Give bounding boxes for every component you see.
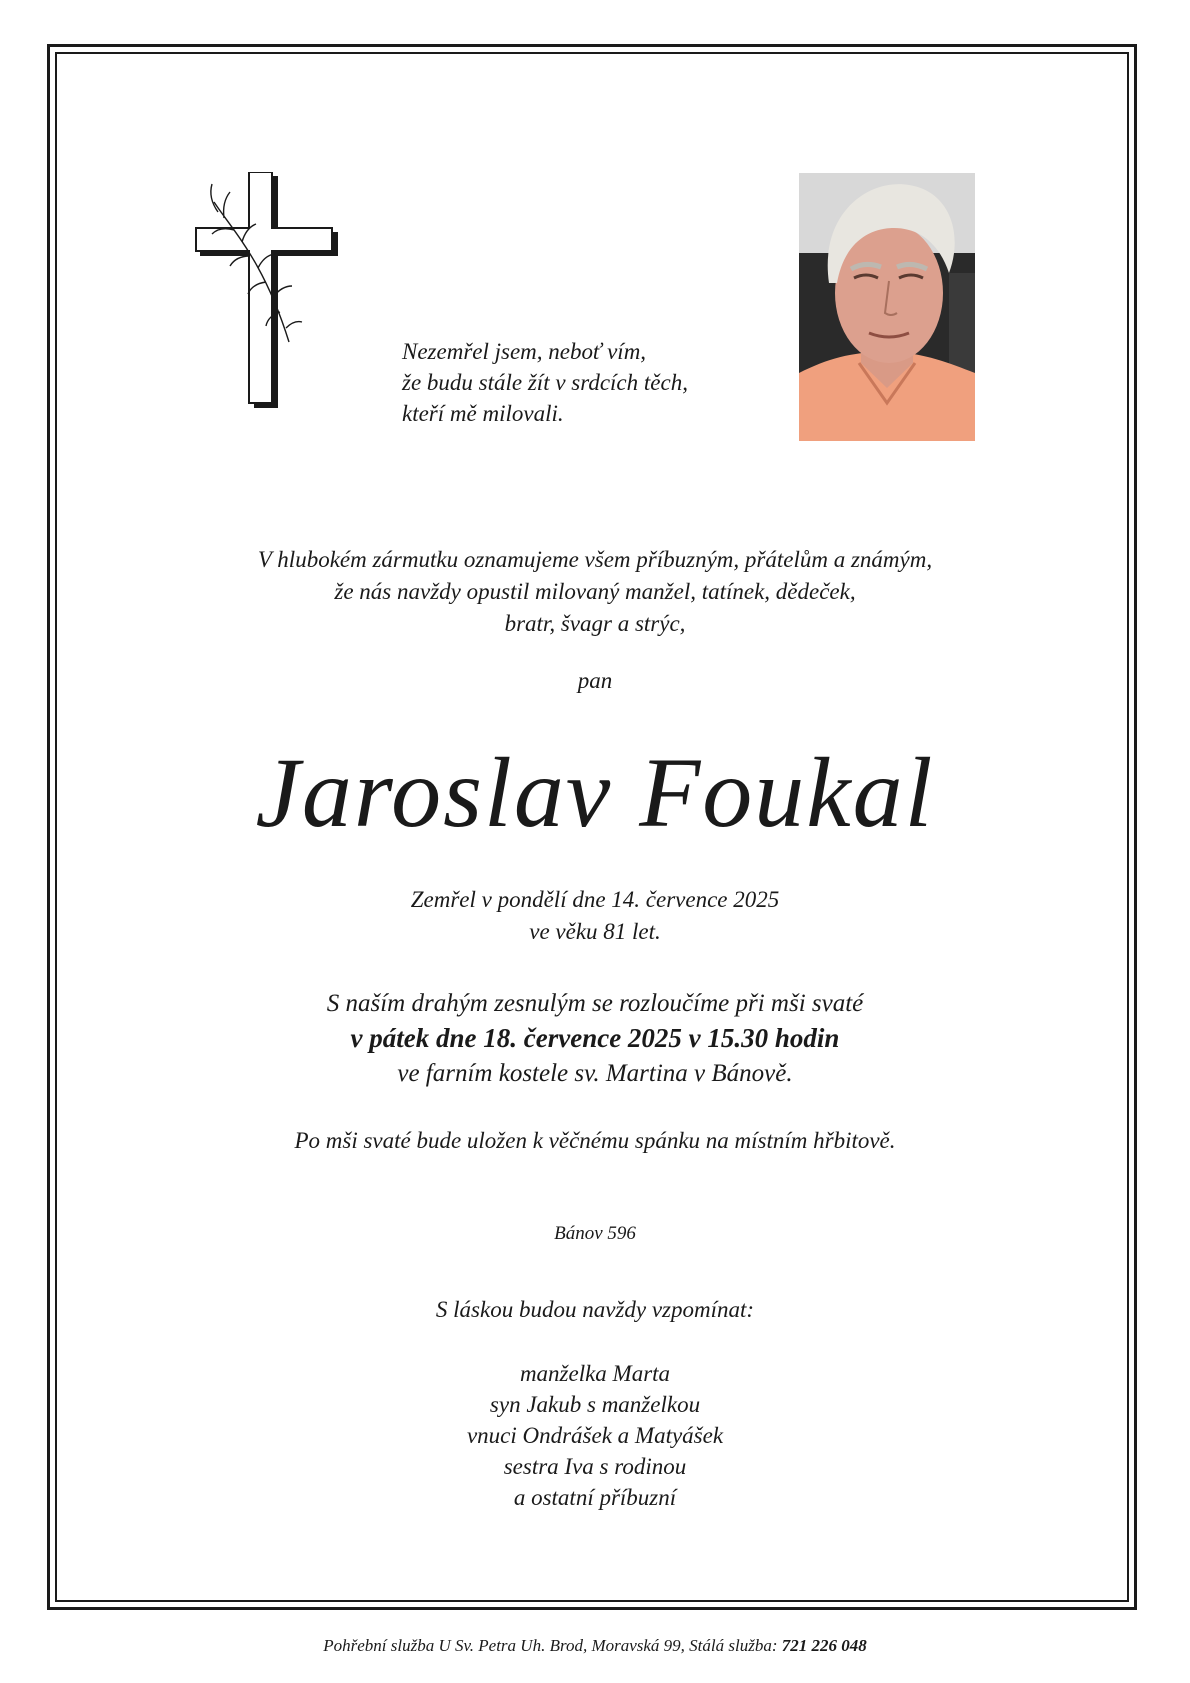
death-age: ve věku 81 let.	[529, 919, 661, 944]
burial-info: Po mši svaté bude uložen k věčnému spánku na místním hřbitově.	[294, 1128, 896, 1153]
footer	[0, 1636, 1190, 1656]
farewell-place: ve farním kostele sv. Martina v Bánově.	[397, 1060, 793, 1087]
announcement-line: V hlubokém zármutku oznamujeme všem příbuzným, přátelům a známým,	[257, 547, 933, 572]
footer-text: Pohřební služba U Sv. Petra Uh. Brod, Moravská 99, Stálá služba:	[323, 1636, 778, 1655]
quote-line: že budu stále žít v srdcích těch,	[402, 370, 688, 395]
family-member: a ostatní příbuzní	[513, 1485, 677, 1510]
family-member: vnuci Ondrášek a Matyášek	[466, 1423, 724, 1448]
family-member: sestra Iva s rodinou	[503, 1454, 687, 1479]
footer-phone: 721 226 048	[781, 1636, 867, 1655]
announcement-line: že nás navždy opustil milovaný manžel, tatínek, dědeček,	[334, 579, 856, 604]
salutation: pan	[577, 668, 613, 693]
announcement-block	[0, 544, 1190, 640]
farewell-datetime: v pátek dne 18. července 2025 v 15.30 hodin	[350, 1023, 840, 1053]
farewell-block	[0, 986, 1190, 1091]
death-date: Zemřel v pondělí dne 14. července 2025	[410, 887, 780, 912]
family-member: manželka Marta	[519, 1361, 671, 1386]
family-member: syn Jakub s manželkou	[489, 1392, 701, 1417]
announcement-line: bratr, švagr a strýc,	[504, 611, 686, 636]
portrait-photo	[799, 173, 975, 441]
cross-icon	[194, 172, 344, 412]
quote-line: kteří mě milovali.	[402, 401, 564, 426]
memory-intro: S láskou budou navždy vzpomínat:	[435, 1297, 755, 1322]
family-list	[0, 1358, 1190, 1513]
quote-line: Nezemřel jsem, neboť vím,	[402, 339, 647, 364]
address: Bánov 596	[554, 1223, 636, 1244]
quote-block	[402, 336, 782, 429]
death-info	[0, 884, 1190, 948]
farewell-intro: S naším drahým zesnulým se rozloučíme při mši svaté	[326, 990, 864, 1017]
deceased-name: Jaroslav Foukal	[255, 737, 935, 848]
